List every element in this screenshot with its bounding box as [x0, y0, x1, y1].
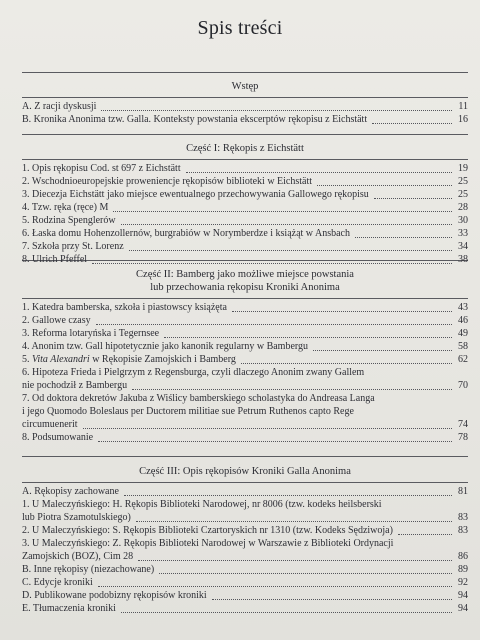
toc-entry[interactable]: [22, 188, 468, 201]
toc-entry[interactable]: [22, 589, 468, 602]
toc-page-number: 83: [458, 525, 468, 536]
toc-page-number: 89: [458, 564, 468, 575]
toc-page-number: 46: [458, 315, 468, 326]
toc-entry-text: 3. Diecezja Eichstätt jako miejsce ewentualnego przechowywania Gallowego rękopisu: [22, 189, 369, 200]
section-divider: [22, 159, 468, 160]
toc-entry[interactable]: [22, 602, 468, 615]
dot-leader: [164, 337, 452, 338]
dot-leader: [98, 586, 452, 587]
section-heading-line: lub przechowania rękopisu Kroniki Anonima: [150, 282, 340, 293]
toc-entry[interactable]: [22, 314, 468, 327]
dot-leader: [317, 185, 452, 186]
toc-page-number: 19: [458, 163, 468, 174]
toc-page-number: 38: [458, 254, 468, 265]
toc-page-number: 28: [458, 202, 468, 213]
toc-entry[interactable]: [22, 524, 468, 537]
dot-leader: [186, 172, 452, 173]
toc-entry-text: B. Kronika Anonima tzw. Galla. Konteksty powstania ekscerptów rękopisu z Eichstätt: [22, 114, 368, 125]
section-heading-line: Wstęp: [231, 81, 259, 92]
toc-entry-text: D. Publikowane podobizny rękopisów kroniki: [22, 590, 207, 601]
toc-page-number: 70: [458, 380, 468, 391]
toc-entry[interactable]: [22, 113, 468, 126]
dot-leader: [355, 237, 452, 238]
toc-entry[interactable]: [22, 366, 468, 392]
toc-entry[interactable]: [22, 100, 468, 113]
dot-leader: [372, 123, 452, 124]
toc-page-number: 16: [458, 114, 468, 125]
toc-entry-text: 6. Hipoteza Frieda i Pielgrzym z Regensburga, czyli dlaczego Anonim zwany Gallem: [22, 367, 365, 378]
toc-page-number: 30: [458, 215, 468, 226]
toc-entry-text: 8. Ulrich Pfeffel: [22, 254, 88, 265]
toc-entry[interactable]: [22, 201, 468, 214]
toc-entry[interactable]: [22, 227, 468, 240]
toc-entry-text: A. Rękopisy zachowane: [22, 486, 119, 497]
dot-leader: [241, 363, 452, 364]
dot-leader: [138, 560, 452, 561]
toc-entry[interactable]: [22, 392, 468, 431]
dot-leader: [313, 350, 452, 351]
section-divider: [22, 298, 468, 299]
toc-page-number: 94: [458, 603, 468, 614]
toc-entry-text: C. Edycje kroniki: [22, 577, 93, 588]
dot-leader: [92, 263, 452, 264]
toc-entry[interactable]: [22, 576, 468, 589]
toc-entry-text: 4. Tzw. ręka (ręce) M: [22, 202, 109, 213]
dot-leader: [212, 599, 452, 600]
dot-leader: [121, 612, 452, 613]
section-heading: [22, 142, 468, 155]
dot-leader: [98, 441, 452, 442]
toc-page-number: 34: [458, 241, 468, 252]
toc-entry[interactable]: [22, 162, 468, 175]
toc-page-number: 92: [458, 577, 468, 588]
toc-entry-text: 5. Vita Alexandri w Rękopisie Zamojskich i Bamberg: [22, 354, 236, 365]
dot-leader: [374, 198, 452, 199]
toc-entry-text: E. Tłumaczenia kroniki: [22, 603, 116, 614]
section-heading: [22, 268, 468, 294]
toc-page-number: 86: [458, 551, 468, 562]
toc-entry[interactable]: [22, 431, 468, 444]
toc-entry-text: 3. U Maleczyńskiego: Z. Rękopis Biblioteki Narodowej w Warszawie z Biblioteki Ordynacji: [22, 538, 394, 549]
toc-entry[interactable]: [22, 563, 468, 576]
toc-entry-text: 2. U Maleczyńskiego: S. Rękopis Biblioteki Czartoryskich nr 1310 (tzw. Kodeks Sędziwoja): [22, 525, 393, 536]
toc-entry-text: Zamojskich (BOZ), Cim 28: [22, 551, 134, 562]
toc-page-number: 62: [458, 354, 468, 365]
toc-entry-text: 4. Anonim tzw. Gall hipotetycznie jako kanonik regularny w Bambergu: [22, 341, 309, 352]
toc-page-number: 11: [458, 101, 468, 112]
toc-entry-text: 1. U Maleczyńskiego: H. Rękopis Biblioteki Narodowej, nr 8006 (tzw. kodeks heilsberski: [22, 499, 382, 510]
dot-leader: [83, 428, 452, 429]
toc-page-number: 94: [458, 590, 468, 601]
toc-entry[interactable]: [22, 240, 468, 253]
toc-page-number: 43: [458, 302, 468, 313]
section-divider: [22, 134, 468, 135]
toc-page-number: 78: [458, 432, 468, 443]
toc-entry-text: 7. Od doktora dekretów Jakuba z Wiślicy bamberskiego scholastyka do Andreasa Langa: [22, 393, 375, 404]
dot-leader: [96, 324, 452, 325]
dot-leader: [398, 534, 452, 535]
section-divider: [22, 456, 468, 457]
toc-entry[interactable]: [22, 537, 468, 563]
toc-entry-text: 5. Rodzina Spenglerów: [22, 215, 116, 226]
section-divider: [22, 97, 468, 98]
toc-page-number: 58: [458, 341, 468, 352]
toc-entry[interactable]: [22, 301, 468, 314]
toc-page-number: 25: [458, 176, 468, 187]
dot-leader: [232, 311, 452, 312]
section-divider: [22, 482, 468, 483]
section-divider: [22, 72, 468, 73]
toc-entry-text: 1. Katedra bamberska, szkoła i piastowscy książęta: [22, 302, 227, 313]
toc-entry[interactable]: [22, 327, 468, 340]
toc-entry-text: 6. Łaska domu Hohenzollernów, burgrabiów w Norymberdze i książąt w Ansbach: [22, 228, 350, 239]
toc-entry[interactable]: [22, 498, 468, 524]
toc-page-number: 49: [458, 328, 468, 339]
section-heading-line: Część II: Bamberg jako możliwe miejsce powstania: [136, 269, 354, 280]
toc-entry-text: B. Inne rękopisy (niezachowane): [22, 564, 155, 575]
section-heading: [22, 465, 468, 478]
toc-entry[interactable]: [22, 485, 468, 498]
toc-page-number: 33: [458, 228, 468, 239]
toc-page-number: 83: [458, 512, 468, 523]
section-heading-line: Część I: Rękopis z Eichstätt: [186, 143, 304, 154]
dot-leader: [113, 211, 452, 212]
toc-entry-text: circumuenerit: [22, 419, 78, 430]
section-heading-line: Część III: Opis rękopisów Kroniki Galla Anonima: [139, 466, 351, 477]
dot-leader: [101, 110, 452, 111]
dot-leader: [136, 521, 452, 522]
dot-leader: [129, 250, 452, 251]
toc-entry[interactable]: [22, 214, 468, 227]
toc-entry[interactable]: [22, 353, 468, 366]
dot-leader: [121, 224, 452, 225]
toc-entry-text: 8. Podsumowanie: [22, 432, 94, 443]
toc-entry-text: 2. Wschodnioeuropejskie proweniencje rękopisów biblioteki w Eichstätt: [22, 176, 313, 187]
toc-page-number: 81: [458, 486, 468, 497]
toc-entry-text: i jego Quomodo Boleslaus per Ductorem militiae sue Petrum Ruthenos capto Rege: [22, 406, 354, 417]
page-title: Spis treści: [197, 17, 283, 39]
toc-page-number: 74: [458, 419, 468, 430]
toc-page-number: 25: [458, 189, 468, 200]
toc-entry-text: 1. Opis rękopisu Cod. st 697 z Eichstätt: [22, 163, 181, 174]
dot-leader: [124, 495, 452, 496]
dot-leader: [159, 573, 452, 574]
toc-entry-text: lub Piotra Szamotulskiego): [22, 512, 131, 523]
section-heading: [22, 80, 468, 93]
toc-entry-text: 7. Szkoła przy St. Lorenz: [22, 241, 124, 252]
toc-entry[interactable]: [22, 340, 468, 353]
toc-entry-text: 3. Reforma lotaryńska i Tegernsee: [22, 328, 160, 339]
toc-entry-text: A. Z racji dyskusji: [22, 101, 97, 112]
toc-entry[interactable]: [22, 175, 468, 188]
dot-leader: [132, 389, 452, 390]
toc-entry-text: 2. Gallowe czasy: [22, 315, 91, 326]
toc-entry-text: nie pochodził z Bambergu: [22, 380, 128, 391]
